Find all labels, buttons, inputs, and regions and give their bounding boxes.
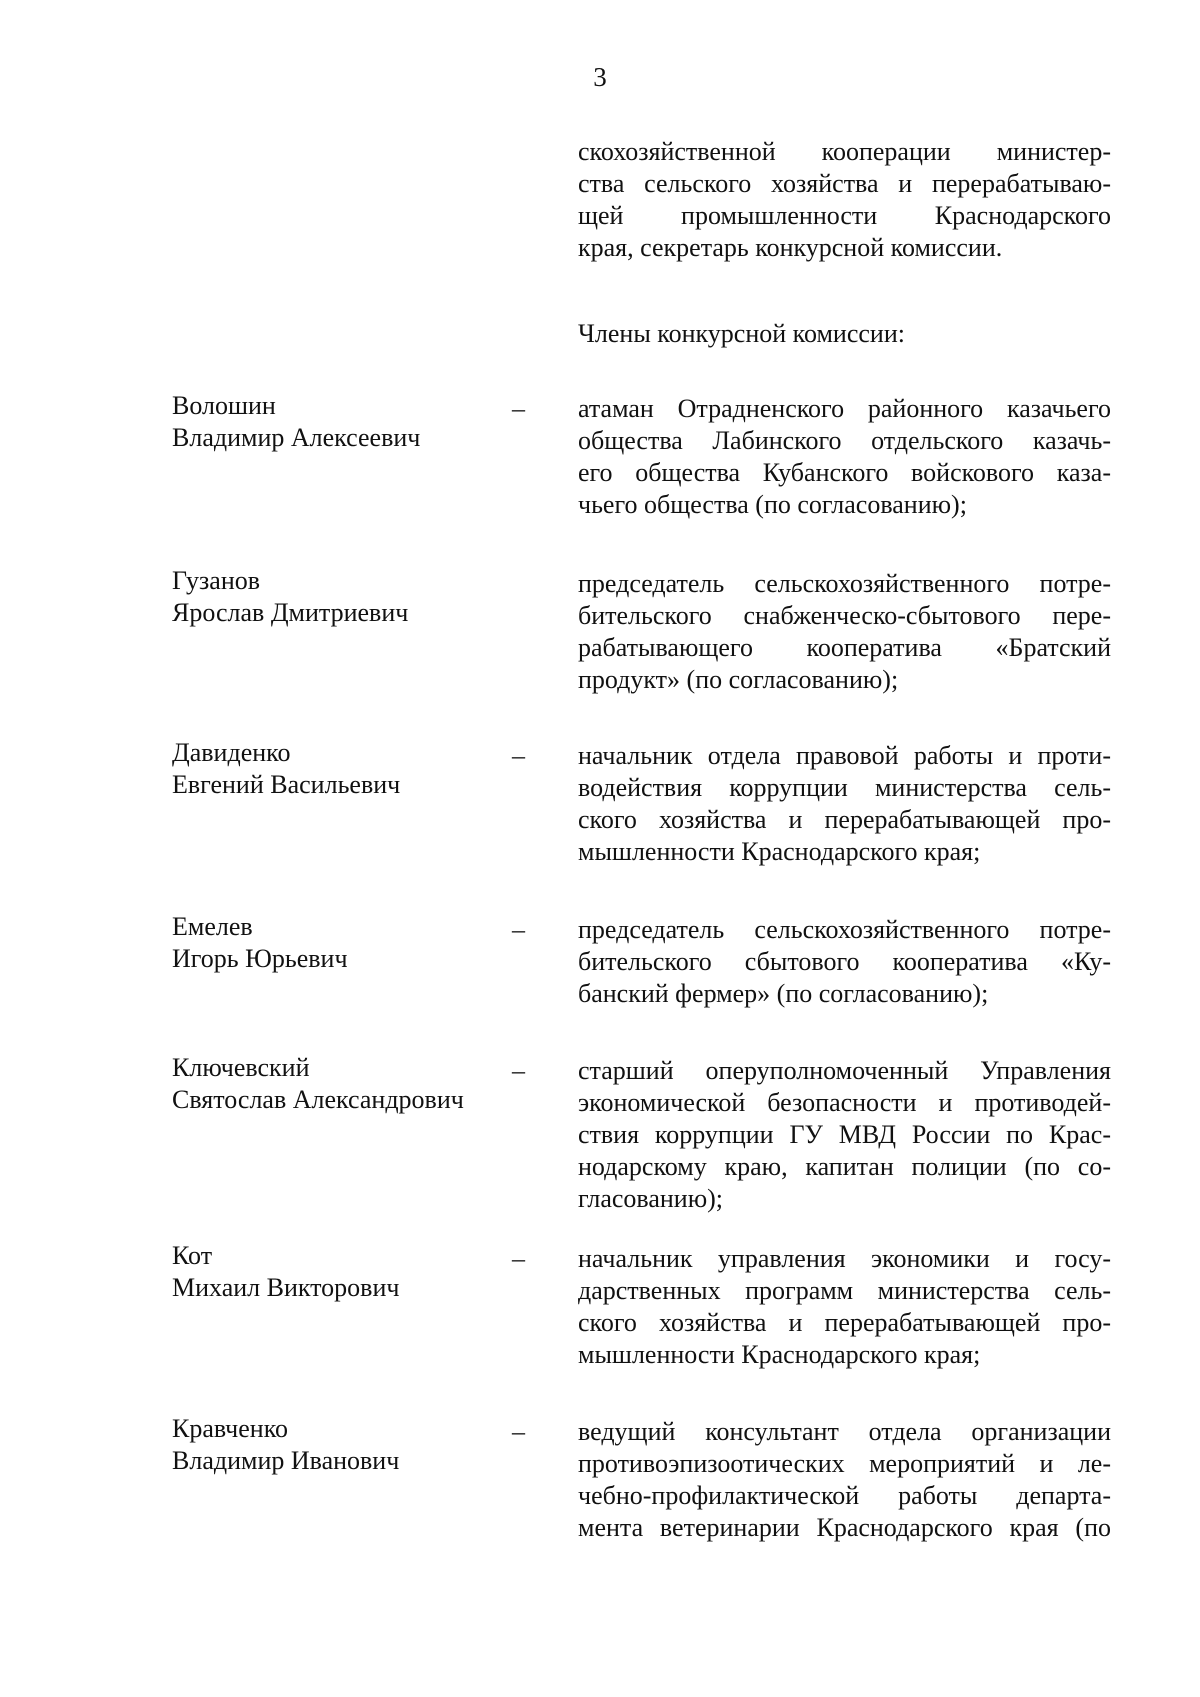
member-surname: Емелев <box>172 912 253 941</box>
member-description-line: банский фермер» (по согласованию); <box>578 979 989 1008</box>
member-description-line: чебно-профилактической работы департа- <box>578 1481 1111 1510</box>
member-description-line: водействия коррупции министерства сель- <box>578 773 1111 802</box>
member-description-line: мента ветеринарии Краснодарского края (по <box>578 1513 1111 1542</box>
member-surname: Ключевский <box>172 1053 310 1082</box>
intro-line: щей промышленности Краснодарского <box>578 201 1111 230</box>
member-description-line: бительского сбытового кооператива «Ку- <box>578 947 1111 976</box>
member-given-names: Игорь Юрьевич <box>172 944 348 973</box>
member-description-line: рабатывающего кооператива «Братский <box>578 633 1111 662</box>
member-description-line: чьего общества (по согласованию); <box>578 490 967 519</box>
member-description-line: председатель сельскохозяйственного потре- <box>578 569 1111 598</box>
member-surname: Кот <box>172 1241 213 1270</box>
member-given-names: Святослав Александрович <box>172 1085 464 1114</box>
member-description-line: начальник отдела правовой работы и проти- <box>578 741 1111 770</box>
member-description-line: председатель сельскохозяйственного потре- <box>578 915 1111 944</box>
member-given-names: Евгений Васильевич <box>172 770 401 799</box>
member-description-line: атаман Отрадненского районного казачьего <box>578 394 1111 423</box>
intro-line: края, секретарь конкурсной комиссии. <box>578 233 1003 262</box>
member-surname: Волошин <box>172 391 276 420</box>
member-description-line: ствия коррупции ГУ МВД России по Крас- <box>578 1120 1111 1149</box>
dash-separator: – <box>512 741 525 770</box>
member-description-line: экономической безопасности и противодей- <box>578 1088 1111 1117</box>
members-heading: Члены конкурсной комиссии: <box>578 319 905 348</box>
page-number: 3 <box>593 62 607 92</box>
dash-separator: – <box>512 1244 525 1273</box>
member-description-line: гласованию); <box>578 1184 724 1213</box>
member-description-line: ведущий консультант отдела организации <box>578 1417 1111 1446</box>
member-description-line: нодарскому краю, капитан полиции (по со- <box>578 1152 1111 1181</box>
member-given-names: Владимир Алексеевич <box>172 423 421 452</box>
member-surname: Кравченко <box>172 1414 289 1443</box>
member-description-line: старший оперуполномоченный Управления <box>578 1056 1111 1085</box>
member-description-line: мышленности Краснодарского края; <box>578 837 981 866</box>
member-given-names: Ярослав Дмитриевич <box>172 598 409 627</box>
member-surname: Давиденко <box>172 738 291 767</box>
dash-separator: – <box>512 394 525 423</box>
member-description-line: общества Лабинского отдельского казачь- <box>578 426 1111 455</box>
member-description-line: дарственных программ министерства сель- <box>578 1276 1111 1305</box>
dash-separator: – <box>512 1056 525 1085</box>
member-surname: Гузанов <box>172 566 261 595</box>
member-description-line: бительского снабженческо-сбытового пере- <box>578 601 1111 630</box>
dash-separator: – <box>512 915 525 944</box>
intro-line: скохозяйственной кооперации министер- <box>578 137 1111 166</box>
dash-separator: – <box>512 1417 525 1446</box>
member-description-line: его общества Кубанского войскового каза- <box>578 458 1111 487</box>
intro-line: ства сельского хозяйства и перерабатываю- <box>578 169 1111 198</box>
member-given-names: Михаил Викторович <box>172 1273 400 1302</box>
member-description-line: начальник управления экономики и госу- <box>578 1244 1111 1273</box>
member-description-line: продукт» (по согласованию); <box>578 665 899 694</box>
member-description-line: мышленности Краснодарского края; <box>578 1340 981 1369</box>
member-description-line: ского хозяйства и перерабатывающей про- <box>578 1308 1111 1337</box>
member-given-names: Владимир Иванович <box>172 1446 400 1475</box>
member-description-line: противоэпизоотических мероприятий и ле- <box>578 1449 1111 1478</box>
member-description-line: ского хозяйства и перерабатывающей про- <box>578 805 1111 834</box>
